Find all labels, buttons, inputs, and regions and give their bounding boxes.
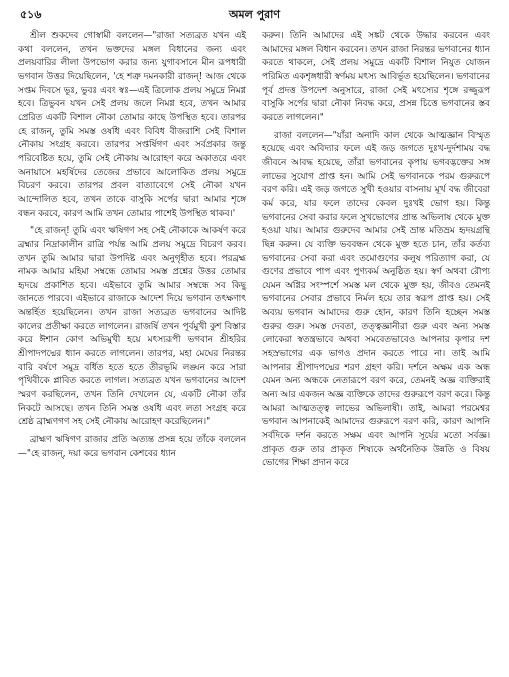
paragraph: "হে রাজন্! তুমি এবং ঋষিগণ সহ সেই নৌকাকে আকর্ষণ করে ব্রহ্মার নিদ্রাকালীন রাত্রি পর্যন্ত আমি প্রলয় সমুদ্রে বিচরণ করব। তখন তুমি আমার দ্বারা উপদিষ্ট এবং অনুগৃহীত হবে। পরব্রহ্ম নামক আমার মহিমা সম্বন্ধে তোমার সমস্ত প্রশ্নের উত্তর তোমার হৃদয়ে প্রকাশিত হবে। এইভাবে তুমি আমার সম্বন্ধে সব কিছু জানতে পারবে। এইভাবে রাজাকে আদেশ দিয়ে ভগবান তৎক্ষণাৎ অন্তর্হিত হয়েছিলেন। তখন রাজা সত্যব্রত ভগবানের আদিষ্ট কালের প্রতীক্ষা করতে লাগলেন। রাজর্ষি তখন পূর্বমুখী কুশ বিস্তার করে ঈশান কোণ অভিমুখী হয়ে মৎস্যরূপী ভগবান শ্রীহরির শ্রীপাদপদ্মের ধ্যান করতে লাগলেন। তারপর, মহা মেঘের নিরন্তর বারি বর্ষণে সমুদ্র বর্ধিত হতে হতে তীরভূমি লঙ্ঘন করে সারা পৃথিবীকে প্লাবিত করতে লাগল। সত্যব্রত যখন ভগবানের আদেশ স্মরণ করছিলেন, তখন তিনি দেখলেন যে, একটি নৌকা তাঁর নিকটে আসছে। তখন তিনি সমস্ত ওষধি এবং লতা সংগ্রহ করে শ্রেষ্ঠ ব্রাহ্মণগণ সহ সেই নৌকায় আরোহণ করেছিলেন।" [18,226,246,428]
paragraph: শ্রীল শুকদেব গোস্বামী বললেন—"রাজা সত্যব্রত যখন এই কথা বললেন, তখন ভক্তদের মঙ্গল বিধানের জন্য এবং প্রলয়বারির লীলা উপভোগ করার জন্য যুগাবসানে মীন রূপধারী ভগবান উত্তর দিয়েছিলেন, 'হে শত্রু দমনকারী রাজন্! আজ থেকে সপ্তম দিবসে ভূঃ, ভুবঃ এবং স্বঃ—এই ত্রিলোক প্রলয় সমুদ্রে নিমগ্ন হবে। ত্রিভুবন যখন সেই প্রলয় জলে নিমগ্ন হবে, তখন আমার প্রেরিত একটি বিশাল নৌকা তোমার কাছে উপস্থিত হবে। তারপর হে রাজন্, তুমি সমস্ত ওষধি এবং বিবিধ বীজরাশি সেই বিশাল নৌকায় সংগ্রহ করবে। তারপর সপ্তর্ষিগণ এবং সর্বপ্রকার জন্তু পরিবেষ্টিত হয়ে, তুমি সেই নৌকায় আরোহণ করে অকাতরে এবং অনায়াসে মহর্ষিদের তেজের প্রভাবে আলোকিত প্রলয় সমুদ্রে বিচরণ করবে। তারপর প্রবল বাত্যাবেগে সেই নৌকা যখন আন্দোলিত হবে, তখন তাকে বাসুকি সর্পের দ্বারা আমার শৃঙ্গে বন্ধন করবে, কারণ আমি তখন তোমার পাশেই উপস্থিত থাকব।' [18,31,246,219]
running-title: অমল পুরাণ [228,8,281,21]
right-column [262,30,490,475]
page-number: ৫১৬ [20,8,42,21]
page-header [0,6,509,22]
left-column [18,30,246,465]
paragraph: ব্রাহ্মণ ঋষিগণ রাজার প্রতি অত্যন্ত প্রসন্ন হয়ে তাঁকে বললেন—"হে রাজন্, দয়া করে ভগবান কেশবের ধ্যান [18,435,246,459]
paragraph: করুন। তিনি আমাদের এই সঙ্কট থেকে উদ্ধার করবেন এবং আমাদের মঙ্গল বিধান করবেন। তখন রাজা নিরন্তর ভগবানের ধ্যান করতে থাকলে, সেই প্রলয় সমুদ্রে একটি বিশাল নিযুত যোজন পরিমিত একশৃঙ্গধারী স্বর্ণময় মৎস্য আবির্ভূত হয়েছিলেন। ভগবানের পূর্ব প্রদত্ত উপদেশ অনুসারে, রাজা সেই মৎস্যের শৃঙ্গে রজ্জুরূপ বাসুকি সর্পের দ্বারা নৌকা নিবদ্ধ করে, প্রসন্ন চিত্তে ভগবানের স্তব করতে লাগলেন।" [262,31,490,123]
paragraph: রাজা বললেন—"যাঁরা অনাদি কাল থেকে আত্মজ্ঞান বিস্মৃত হয়েছে এবং অবিদ্যার ফলে এই জড় জগতে দুঃখ-দুর্দশাময় বদ্ধ জীবনে আবদ্ধ হয়েছে, তাঁরা ভগবানের কৃপায় ভগবদ্ভক্তের সঙ্গ লাভের সুযোগ প্রাপ্ত হন। আমি সেই ভগবানকে পরম গুরুরূপে বরণ করি। এই জড় জগতে সুখী হওয়ার বাসনায় মূর্খ বদ্ধ জীবেরা কর্ম করে, যার ফলে তাদের কেবল দুঃখই ভোগ হয়। কিন্তু ভগবানের সেবা করার ফলে সুখভোগের প্রান্ত অভিলাষ থেকে মুক্ত হওয়া যায়। আমার গুরুদেব আমার সেই ভ্রান্ত মতিভ্রম হৃদয়গ্রন্থি ছিন্ন করুন। যে ব্যক্তি ভববন্ধন থেকে মুক্ত হতে চান, তাঁর কর্তব্য ভগবানের সেবা করা এবং তমোগুণের কলুষ পরিত্যাগ করা, যে গুণের প্রভাবে পাপ এবং পুণ্যকর্ম অনুষ্ঠিত হয়। স্বর্ণ অথবা রৌপ্য যেমন অগ্নির সংস্পর্শে সমস্ত মল থেকে মুক্ত হয়, জীবও তেমনই ভগবানের সেবার প্রভাবে নির্মল হয়ে তার স্বরূপ প্রাপ্ত হয়। সেই অব্যয় ভগবান আমাদের গুরু হোন, কারণ তিনি হচ্ছেন সমস্ত গুরুর গুরু। সমস্ত দেবতা, তত্ত্বজ্ঞানীরা গুরু এবং অন্য সমস্ত লোকেরা স্বতন্ত্রভাবে অথবা সমবেতভাবেও আপনার কৃপার দশ সহস্রভাগের এক ভাগও প্রদান করতে পারে না। তাই আমি আপনার শ্রীপাদপদ্মের শরণ গ্রহণ করি। দর্শনে অক্ষম এক অন্ধ যেমন অন্য অন্ধকে নেতারূপে বরণ করে, তেমনই অজ্ঞ ব্যক্তিরাই অন্য আর একজন অজ্ঞ ব্যক্তিকে তাদের গুরুরূপে বরণ করে। কিন্তু আমরা আত্মতত্ত্ব লাভের অভিলাষী। তাই, আমরা পরমেশ্বর ভগবান আপনাকেই আমাদের গুরুরূপে বরণ করি, কারণ আপনি সর্বদিকে দর্শন করতে সক্ষম এবং আপনি সূর্যের মতো সর্বজ্ঞ। প্রাকৃত গুরু তার প্রাকৃত শিষ্যকে অর্থনৈতিক উন্নতি ও বিষয় ভোগের শিক্ষা প্রদান করে [262,130,490,469]
